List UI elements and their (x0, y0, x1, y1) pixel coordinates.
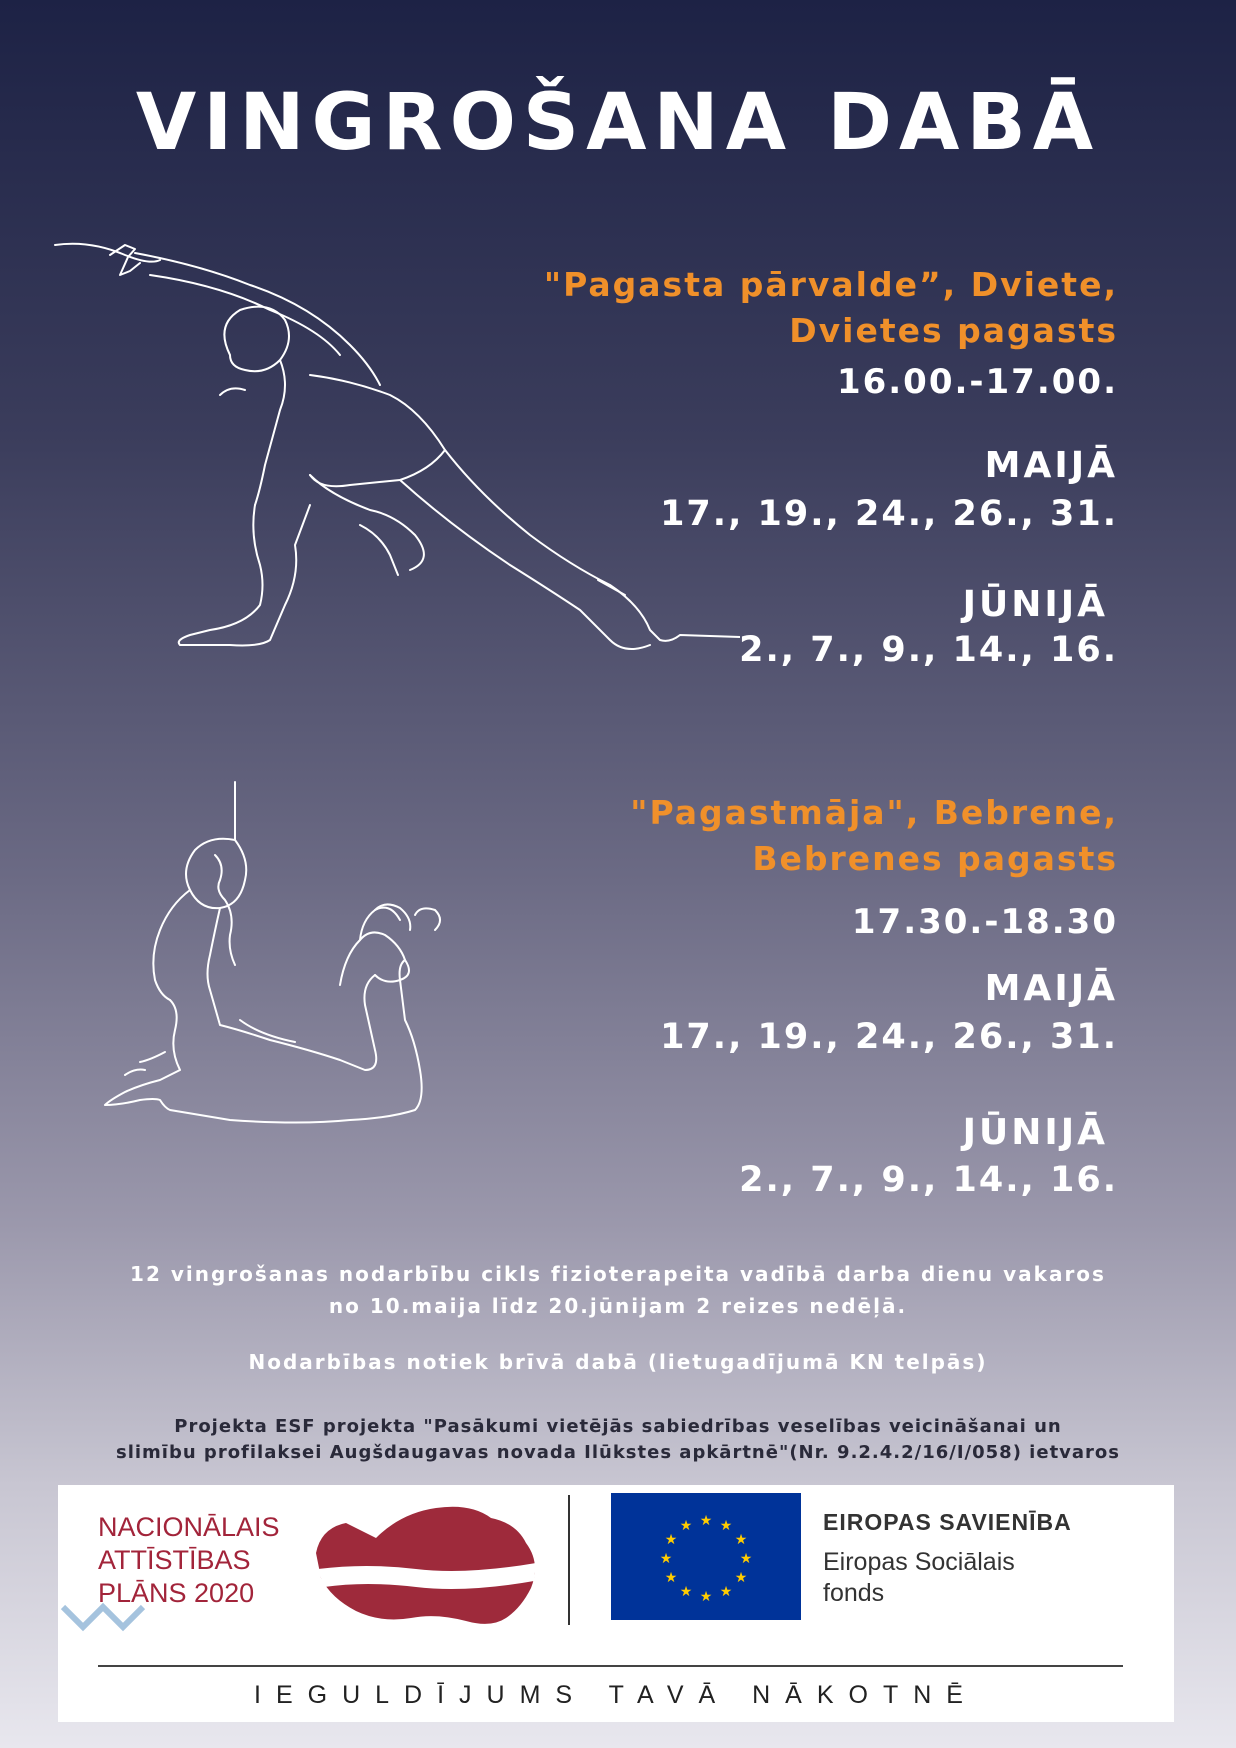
june-dates: 2., 7., 9., 14., 16. (739, 1160, 1118, 1200)
svg-text:★: ★ (734, 1570, 748, 1586)
page-title: VINGROŠANA DABĀ (135, 78, 1101, 168)
course-description (0, 1258, 1236, 1322)
eu-fund-line2: fonds (823, 1579, 885, 1607)
june-dates: 2., 7., 9., 14., 16. (739, 630, 1118, 670)
svg-text:★: ★ (699, 1589, 713, 1605)
may-schedule-dviete (660, 445, 1118, 534)
june-label: JŪNIJĀ (962, 584, 1108, 625)
nap-logo-text (98, 1511, 280, 1610)
eu-title: EIROPAS SAVIENĪBA (823, 1509, 1072, 1535)
eu-fund-name (823, 1547, 1015, 1609)
slogan-rule (98, 1665, 1123, 1667)
june-dates-bebrene-wrap (739, 1160, 1118, 1200)
nap-line2: ATTĪSTĪBAS (98, 1545, 251, 1575)
course-description-line2: no 10.maija līdz 20.jūnijam 2 reizes nedēļā. (328, 1294, 908, 1318)
eu-fund-line1: Eiropas Sociālais (823, 1548, 1015, 1576)
svg-text:★: ★ (719, 1518, 733, 1534)
location-parish: Dvietes pagasts (789, 311, 1118, 350)
outdoor-note: Nodarbības notiek brīvā dabā (lietugadījumā KN telpās) (248, 1350, 988, 1374)
svg-text:★: ★ (679, 1518, 693, 1534)
svg-text:★: ★ (679, 1584, 693, 1600)
nap-line3: PLĀNS 2020 (98, 1578, 255, 1608)
location-name: "Pagastmāja", Bebrene, (630, 793, 1118, 832)
june-label: JŪNIJĀ (962, 1112, 1108, 1153)
project-note-line2: slimību profilaksei Augšdaugavas novada Ilūkstes apkārtnē"(Nr. 9.2.4.2/16/I/058) ietvaros (115, 1442, 1121, 1463)
project-note-line1: Projekta ESF projekta "Pasākumi vietējās sabiedrības veselības veicināšanai un (174, 1416, 1062, 1437)
svg-text:★: ★ (734, 1532, 748, 1548)
latvia-map-flag-icon (306, 1493, 546, 1633)
june-dates-dviete-wrap (739, 630, 1118, 670)
session-time: 16.00.-17.00. (836, 362, 1118, 402)
june-schedule-bebrene (963, 1112, 1108, 1153)
svg-text:★: ★ (719, 1584, 733, 1600)
eu-flag-icon (611, 1493, 801, 1620)
slogan: IEGULDĪJUMS TAVĀ NĀKOTNĒ (254, 1681, 978, 1709)
may-dates: 17., 19., 24., 26., 31. (660, 494, 1118, 534)
svg-text:★: ★ (664, 1532, 678, 1548)
funding-logos-panel (58, 1485, 1174, 1722)
logo-divider (568, 1495, 570, 1625)
location-parish: Bebrenes pagasts (752, 839, 1118, 878)
session-bebrene (630, 790, 1118, 882)
session-time: 17.30.-18.30 (851, 902, 1118, 942)
svg-text:★: ★ (664, 1570, 678, 1586)
location-name: "Pagasta pārvalde”, Dviete, (543, 265, 1118, 304)
course-description-line1: 12 vingrošanas nodarbību cikls fizioterapeita vadībā darba dienu vakaros (130, 1262, 1106, 1286)
session-dviete (544, 262, 1118, 402)
may-dates: 17., 19., 24., 26., 31. (660, 1017, 1118, 1057)
project-note (0, 1414, 1236, 1466)
nap-line1: NACIONĀLAIS (98, 1512, 280, 1542)
svg-text:★: ★ (739, 1551, 753, 1567)
augsdaugava-watermark-logo (58, 1602, 218, 1662)
may-label: MAIJĀ (984, 968, 1118, 1009)
may-schedule-bebrene (660, 968, 1118, 1057)
watermark-text: Augšdau (88, 1634, 175, 1659)
time-bebrene-wrap (852, 902, 1118, 942)
svg-text:★: ★ (699, 1513, 713, 1529)
kneeling-pose-figure-icon (100, 780, 460, 1135)
svg-text:★: ★ (659, 1551, 673, 1567)
june-schedule-dviete (963, 584, 1108, 625)
may-label: MAIJĀ (984, 445, 1118, 486)
